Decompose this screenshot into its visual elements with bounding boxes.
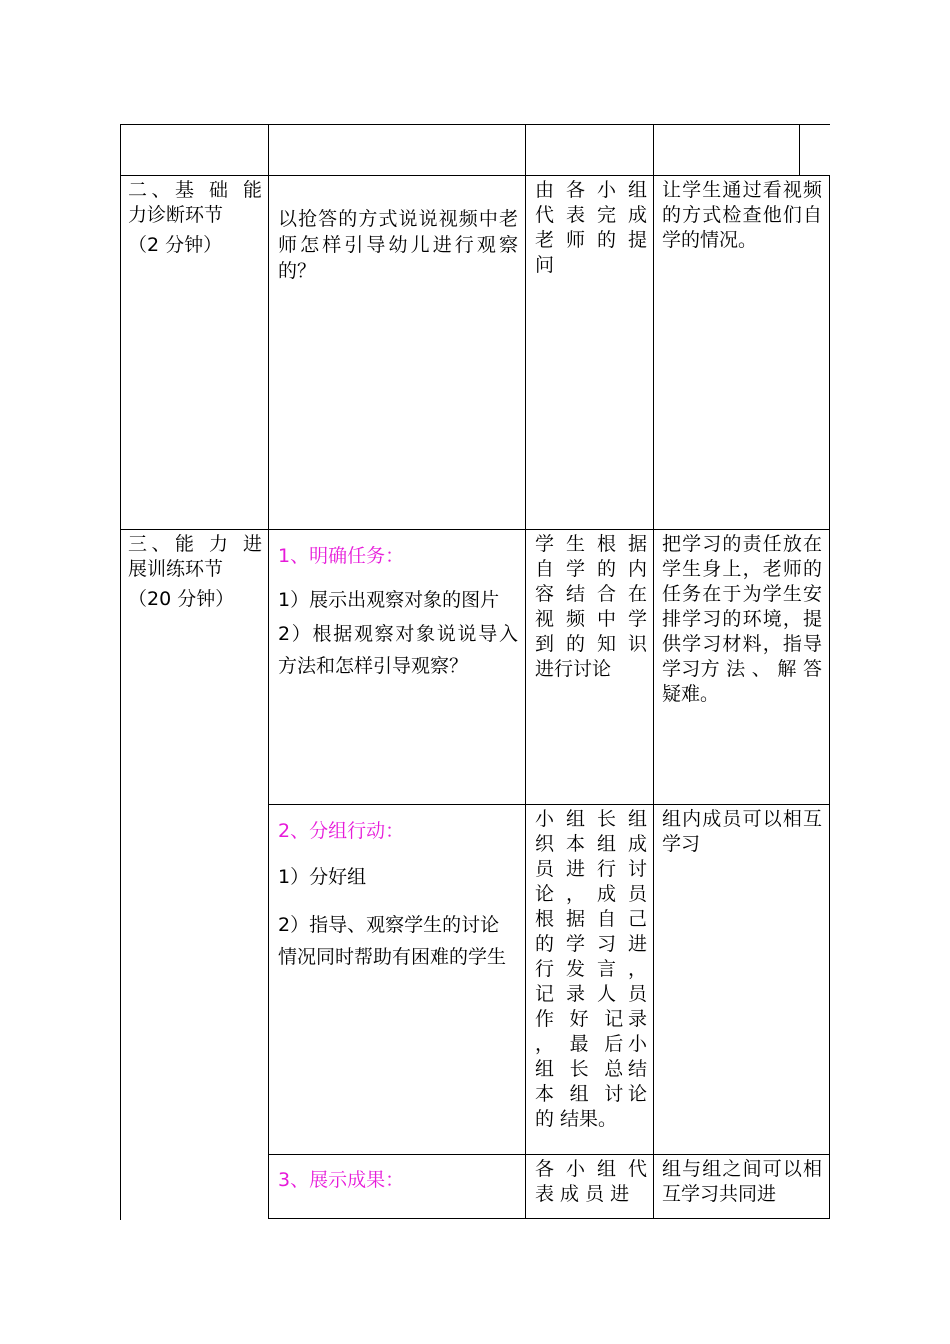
teacher-cell-diagnosis xyxy=(278,206,518,284)
col-border-3 xyxy=(653,124,654,1219)
student-cell-diagnosis xyxy=(535,178,647,278)
teacher-cell-tasks xyxy=(278,542,518,682)
results-heading: 3、展示成果： xyxy=(278,1169,405,1191)
stage-time: （20 分钟） xyxy=(128,588,235,610)
task-heading: 1、明确任务： xyxy=(278,545,405,567)
student-cell-tasks xyxy=(535,532,647,682)
student-cell-groups xyxy=(535,807,647,1132)
purpose-cell-results xyxy=(662,1157,822,1207)
row-border-top xyxy=(120,124,830,125)
student-activity-text: 学 生 根 据自 学 的 内容 结 合 在视 频 中 学到 的 知 识进行讨论 xyxy=(535,533,647,680)
purpose-cell-diagnosis xyxy=(662,178,822,253)
stage-line1: 二、基 础 能 xyxy=(128,179,262,201)
teacher-cell-results xyxy=(278,1166,518,1194)
group-heading: 2、分组行动： xyxy=(278,820,405,842)
stage-cell-training xyxy=(128,532,262,612)
student-activity-text: 各 小 组 代表 成 员 进 xyxy=(535,1158,647,1205)
col-border-left xyxy=(120,124,121,1220)
teacher-activity-text: 以抢答的方式说说视频中老师怎样引导幼儿进行观察的？ xyxy=(278,208,518,282)
col-border-4 xyxy=(799,124,800,175)
purpose-text: 让学生通过看视频的方式检查他们自学的情况。 xyxy=(662,179,822,251)
student-activity-text: 由 各 小 组代 表 完 成老 师 的 提问 xyxy=(535,179,647,276)
purpose-text: 组内成员可以相互学习 xyxy=(662,808,822,855)
task-item-1: 1）展示出观察对象的图片 xyxy=(278,589,500,611)
col-border-right xyxy=(829,175,830,1219)
purpose-text: 组与组之间可以相互学习共同进 xyxy=(662,1158,822,1205)
stage-cell-diagnosis xyxy=(128,178,262,258)
row-border-1 xyxy=(120,175,830,176)
row-border-bottom xyxy=(268,1218,830,1219)
stage-line2: 展训练环节 xyxy=(128,558,224,580)
stage-line1: 三、能 力 进 xyxy=(128,533,262,555)
row-border-2 xyxy=(120,529,830,530)
group-item-1: 1）分好组 xyxy=(278,866,367,888)
task-item-2: 2）根据观察对象说说导入方法和怎样引导观察？ xyxy=(278,623,518,677)
student-cell-results xyxy=(535,1157,647,1207)
student-activity-text: 小 组 长 组织 本 组 成员 进 行 讨论 ， 成 员根 据 自 己的 学 习 进行 发 言 ，记 录 人 员作 好 记录 ， 最 后小 组 长 总结 本 组 讨论 的 结果。 xyxy=(535,808,647,1130)
col-border-1 xyxy=(268,124,269,1219)
purpose-text: 把学习的责任放在学生身上，老师的任务在于为学生安排学习的环境，提供学习材料，指导学习方 法 、 解 答 疑难。 xyxy=(662,533,822,705)
group-item-2: 2）指导、观察学生的讨论情况同时帮助有困难的学生 xyxy=(278,914,507,968)
teacher-cell-groups xyxy=(278,817,518,973)
stage-line2: 力诊断环节 xyxy=(128,204,224,226)
purpose-cell-tasks xyxy=(662,532,822,707)
row-border-3 xyxy=(268,804,830,805)
purpose-cell-groups xyxy=(662,807,822,857)
row-border-4 xyxy=(268,1154,830,1155)
col-border-2 xyxy=(525,124,526,1219)
stage-time: （2 分钟） xyxy=(128,234,223,256)
